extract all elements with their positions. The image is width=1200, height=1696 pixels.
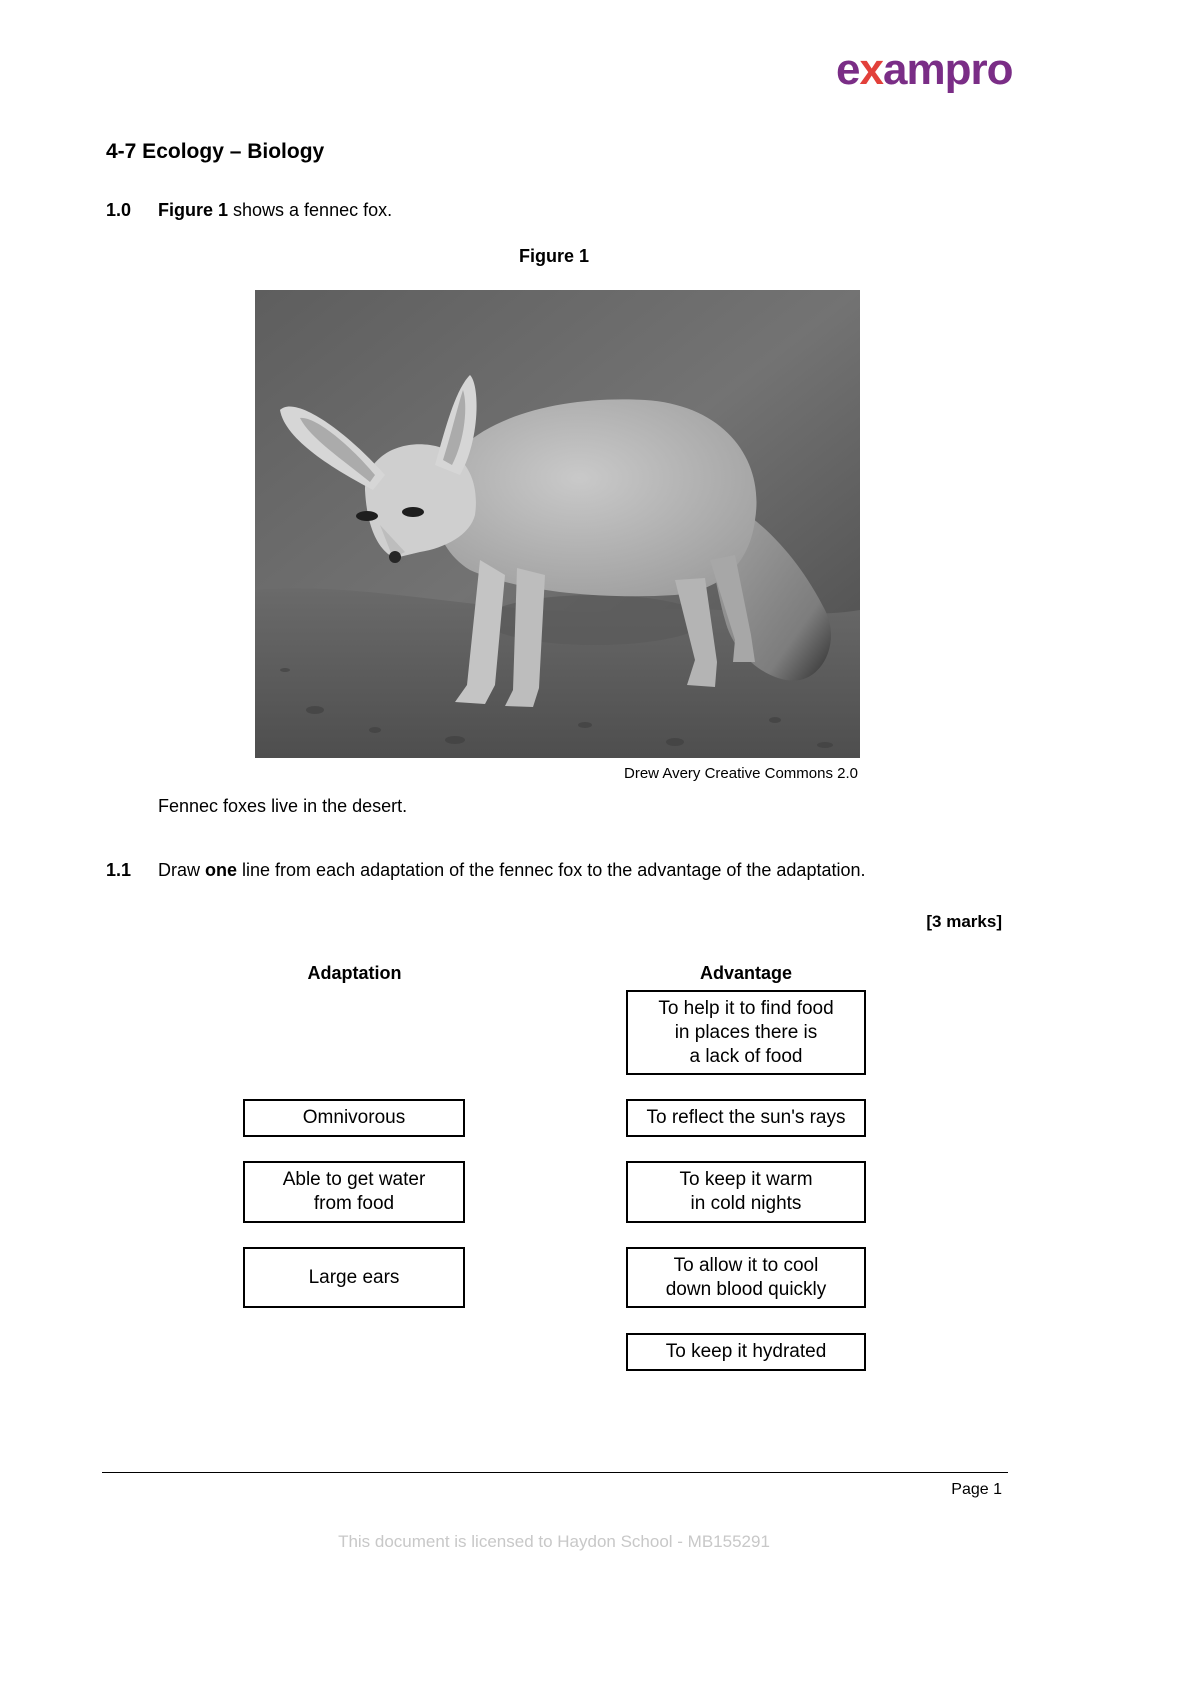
page-number: Page 1 xyxy=(951,1481,1002,1498)
license-watermark: This document is licensed to Haydon School - MB155291 xyxy=(338,1532,770,1551)
footer-divider xyxy=(102,1472,1008,1473)
page-title: 4-7 Ecology – Biology xyxy=(106,140,325,163)
question-number-1-0: 1.0 xyxy=(106,200,132,220)
adaptation-heading: Adaptation xyxy=(307,963,402,983)
intro-text: Fennec foxes live in the desert. xyxy=(158,796,408,816)
advantage-heading: Advantage xyxy=(699,963,793,983)
marks-label: [3 marks] xyxy=(926,912,1002,931)
advantage-box-hydrated: To keep it hydrated xyxy=(626,1333,866,1371)
question-1-0-text: Figure 1 shows a fennec fox. xyxy=(158,200,393,220)
figure-label: Figure 1 xyxy=(518,246,589,266)
fennec-fox-photo xyxy=(255,290,860,758)
adaptation-box-water-from-food: Able to get water from food xyxy=(243,1161,465,1223)
adaptation-box-omnivorous: Omnivorous xyxy=(243,1099,465,1137)
adaptation-box-large-ears: Large ears xyxy=(243,1247,465,1308)
advantage-box-cool-blood: To allow it to cool down blood quickly xyxy=(626,1247,866,1308)
question-1-1-text: Draw one line from each adaptation of the fennec fox to the advantage of the adaptation. xyxy=(158,860,866,880)
image-credit: Drew Avery Creative Commons 2.0 xyxy=(624,765,858,782)
question-number-1-1: 1.1 xyxy=(106,860,132,880)
advantage-box-find-food: To help it to find food in places there is a lack of food xyxy=(626,990,866,1075)
advantage-box-keep-warm: To keep it warm in cold nights xyxy=(626,1161,866,1223)
figure-ref: Figure 1 xyxy=(158,200,229,220)
exampro-logo: exampro xyxy=(836,45,1013,94)
advantage-box-reflect-sun: To reflect the sun's rays xyxy=(626,1099,866,1137)
